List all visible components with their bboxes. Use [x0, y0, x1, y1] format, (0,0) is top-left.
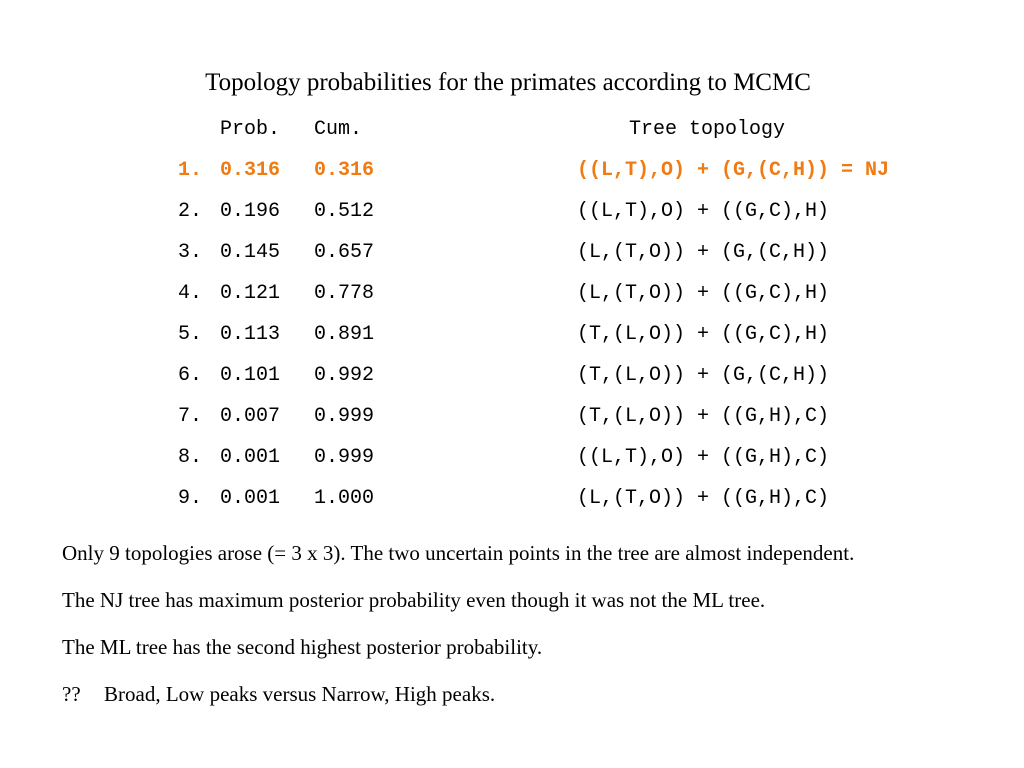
table-row: [0, 446, 1024, 470]
row-cum: 0.316: [314, 159, 375, 182]
row-topology: (T,(L,O)) + ((G,H),C): [577, 405, 830, 428]
row-number: 2.: [178, 200, 203, 223]
row-cum: 0.999: [314, 446, 375, 469]
row-topology: (L,(T,O)) + (G,(C,H)): [577, 241, 830, 264]
header-topology: Tree topology: [629, 118, 786, 141]
row-number: 5.: [178, 323, 203, 346]
row-number: 8.: [178, 446, 203, 469]
note-nj-tree: The NJ tree has maximum posterior probability even though it was not the ML tree.: [62, 588, 766, 612]
note-ml-tree: The ML tree has the second highest posterior probability.: [62, 635, 543, 659]
row-prob: 0.113: [220, 323, 281, 346]
row-number: 6.: [178, 364, 203, 387]
header-cum: Cum.: [314, 118, 363, 141]
row-prob: 0.196: [220, 200, 281, 223]
notes: [62, 538, 962, 726]
row-prob: 0.007: [220, 405, 281, 428]
row-topology: ((L,T),O) + ((G,C),H): [577, 200, 830, 223]
row-number: 9.: [178, 487, 203, 510]
row-cum: 0.891: [314, 323, 375, 346]
row-number: 4.: [178, 282, 203, 305]
table-row: [0, 405, 1024, 429]
row-cum: 0.778: [314, 282, 375, 305]
row-cum: 0.992: [314, 364, 375, 387]
note-peaks-prefix: ??: [62, 682, 81, 706]
slide-title: Topology probabilities for the primates according to MCMC: [205, 69, 811, 96]
note-peaks-text: Broad, Low peaks versus Narrow, High peaks.: [104, 682, 496, 706]
row-cum: 0.657: [314, 241, 375, 264]
row-prob: 0.001: [220, 487, 281, 510]
table-row: [0, 487, 1024, 511]
row-number: 3.: [178, 241, 203, 264]
row-number: 7.: [178, 405, 203, 428]
table-row: [0, 241, 1024, 265]
row-topology: ((L,T),O) + (G,(C,H)) = NJ: [577, 159, 890, 182]
row-topology: (L,(T,O)) + ((G,C),H): [577, 282, 830, 305]
row-topology: (T,(L,O)) + (G,(C,H)): [577, 364, 830, 387]
row-prob: 0.001: [220, 446, 281, 469]
row-number: 1.: [178, 159, 203, 182]
row-topology: (T,(L,O)) + ((G,C),H): [577, 323, 830, 346]
row-cum: 1.000: [314, 487, 375, 510]
row-cum: 0.512: [314, 200, 375, 223]
table-row: [0, 200, 1024, 224]
table-row: [0, 364, 1024, 388]
header-prob: Prob.: [220, 118, 281, 141]
row-prob: 0.145: [220, 241, 281, 264]
row-cum: 0.999: [314, 405, 375, 428]
row-prob: 0.121: [220, 282, 281, 305]
row-prob: 0.101: [220, 364, 281, 387]
note-topologies-count: Only 9 topologies arose (= 3 x 3). The two uncertain points in the tree are almost independent.: [62, 541, 855, 565]
table-row: [0, 159, 1024, 183]
row-topology: ((L,T),O) + ((G,H),C): [577, 446, 830, 469]
note-peaks: [62, 679, 962, 709]
row-topology: (L,(T,O)) + ((G,H),C): [577, 487, 830, 510]
table-row: [0, 323, 1024, 347]
table-row: [0, 282, 1024, 306]
table-header: [0, 118, 1024, 142]
row-prob: 0.316: [220, 159, 281, 182]
